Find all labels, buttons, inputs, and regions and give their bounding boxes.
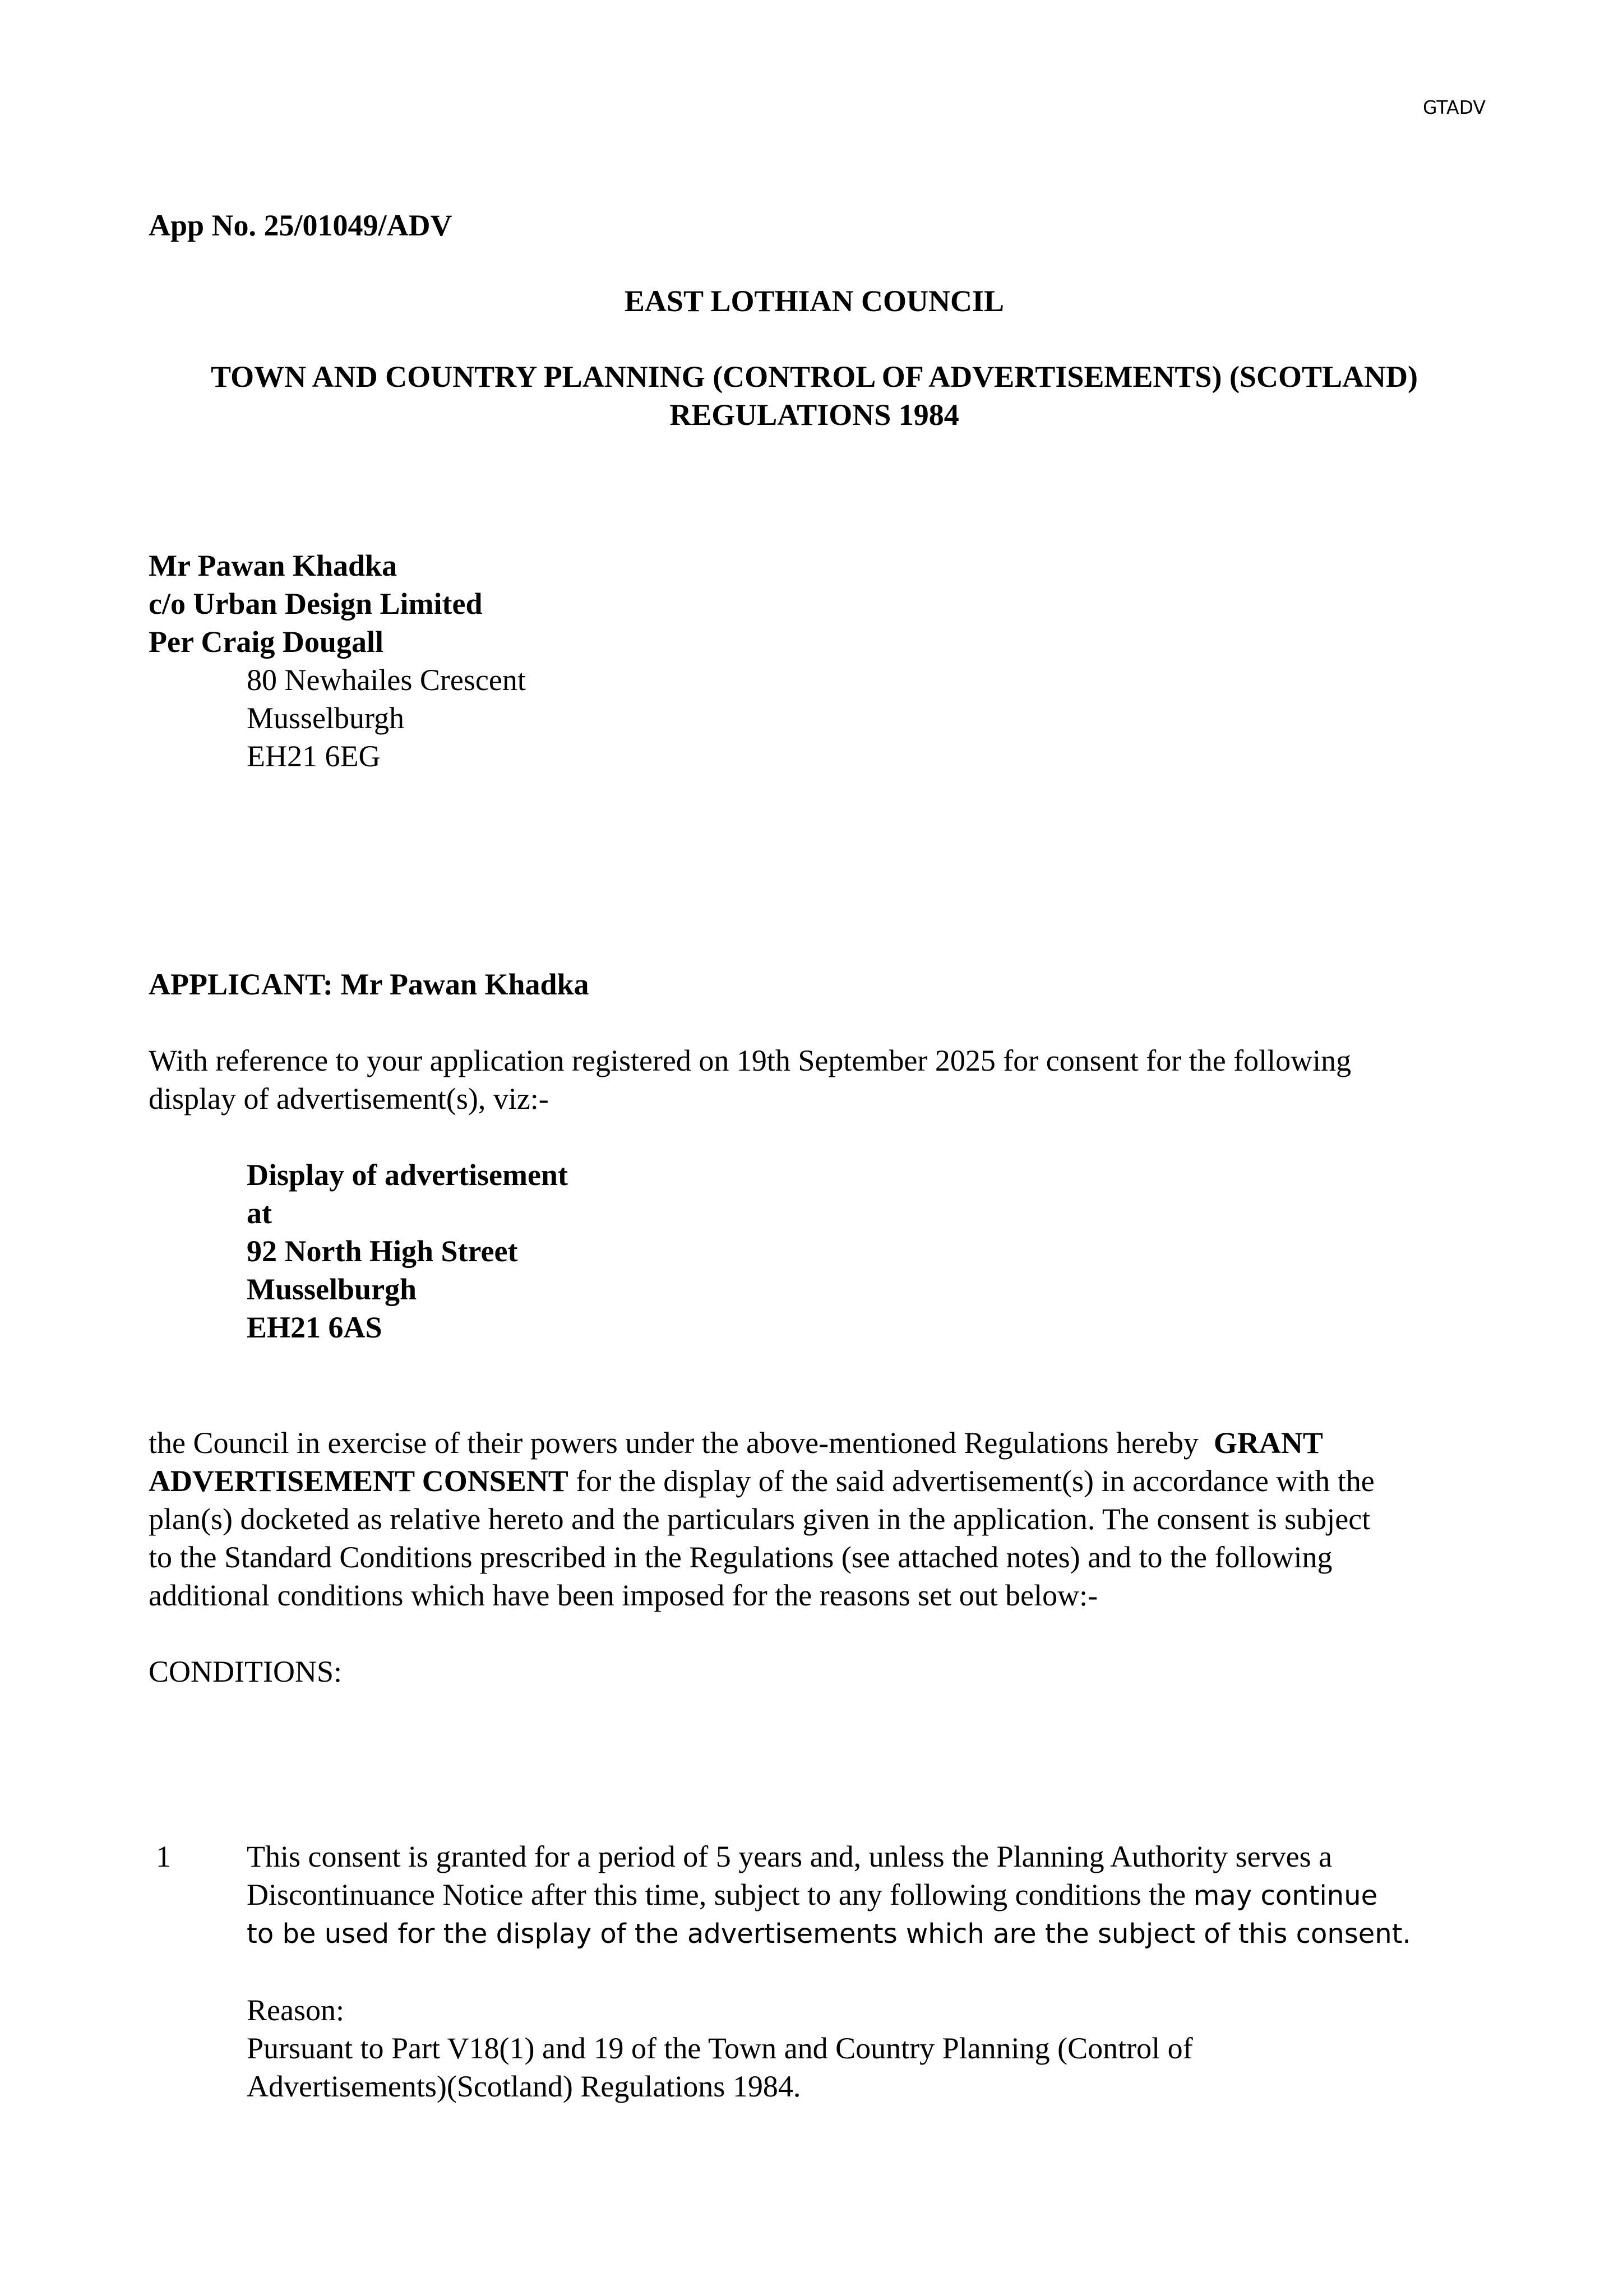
- decision-line-3: plan(s) docketed as relative hereto and the particulars given in the application. The consent is subject: [149, 1502, 1371, 1536]
- condition-1-line-2-serif: Discontinuance Notice after this time, subject to any following conditions the: [247, 1878, 1194, 1911]
- condition-1-line-1: This consent is granted for a period of 5 years and, unless the Planning Authority serves a: [247, 1840, 1333, 1873]
- condition-1-reason-line-2: Advertisements)(Scotland) Regulations 1984.: [247, 2070, 801, 2103]
- advertisement-consent-text: ADVERTISEMENT CONSENT: [149, 1464, 568, 1498]
- regulations-heading-line-1: TOWN AND COUNTRY PLANNING (CONTROL OF ADVERTISEMENTS) (SCOTLAND): [211, 360, 1418, 394]
- addressee-block: [149, 547, 1486, 775]
- decision-line-4: to the Standard Conditions prescribed in the Regulations (see attached notes) and to the following: [149, 1540, 1333, 1574]
- regulations-heading: [149, 358, 1480, 434]
- proposal-block: [247, 1156, 568, 1346]
- decision-paragraph: [149, 1424, 1483, 1614]
- reference-paragraph: [149, 1041, 1483, 1118]
- addressee-per: Per Craig Dougall: [149, 625, 383, 659]
- proposal-street: 92 North High Street: [247, 1234, 518, 1268]
- condition-1-line-2: [247, 1876, 1488, 1915]
- application-number: App No. 25/01049/ADV: [149, 209, 452, 242]
- decision-line-2-text: for the display of the said advertisement(s) in accordance with the: [568, 1464, 1375, 1498]
- addressee-care-of: c/o Urban Design Limited: [149, 587, 483, 621]
- applicant-line: APPLICANT: Mr Pawan Khadka: [149, 968, 589, 1001]
- conditions-heading: CONDITIONS:: [149, 1655, 342, 1688]
- decision-line-1-text: the Council in exercise of their powers under the above-mentioned Regulations hereby: [149, 1426, 1214, 1460]
- reference-line-2: display of advertisement(s), viz:-: [149, 1082, 549, 1115]
- reference-line-1: With reference to your application registered on 19th September 2025 for consent for the following: [149, 1044, 1352, 1077]
- decision-line-2: [149, 1462, 1483, 1500]
- grant-text: GRANT: [1213, 1426, 1323, 1460]
- regulations-heading-line-2: REGULATIONS 1984: [669, 398, 959, 432]
- addressee-name: Mr Pawan Khadka: [149, 549, 397, 582]
- proposal-town: Musselburgh: [247, 1272, 417, 1306]
- condition-1-reason-line-1: Pursuant to Part V18(1) and 19 of the Town and Country Planning (Control of: [247, 2031, 1193, 2065]
- addressee-town: Musselburgh: [247, 701, 405, 735]
- condition-1-reason-label: Reason:: [247, 1993, 344, 2027]
- condition-1: [247, 1837, 1488, 2105]
- addressee-postcode: EH21 6EG: [247, 739, 381, 773]
- condition-1-line-2-sans: may continue: [1193, 1880, 1378, 1911]
- form-code: GTADV: [1423, 96, 1486, 118]
- decision-line-5: additional conditions which have been imposed for the reasons set out below:-: [149, 1578, 1098, 1612]
- condition-1-line-3: to be used for the display of the advertisements which are the subject of this consent.: [247, 1918, 1411, 1950]
- proposal-postcode: EH21 6AS: [247, 1311, 382, 1344]
- condition-number: 1: [156, 1840, 171, 1873]
- addressee-street: 80 Newhailes Crescent: [247, 663, 526, 697]
- council-heading: EAST LOTHIAN COUNCIL: [624, 284, 1005, 318]
- decision-line-1: [149, 1424, 1483, 1462]
- proposal-at: at: [247, 1196, 272, 1230]
- proposal-description: Display of advertisement: [247, 1158, 568, 1192]
